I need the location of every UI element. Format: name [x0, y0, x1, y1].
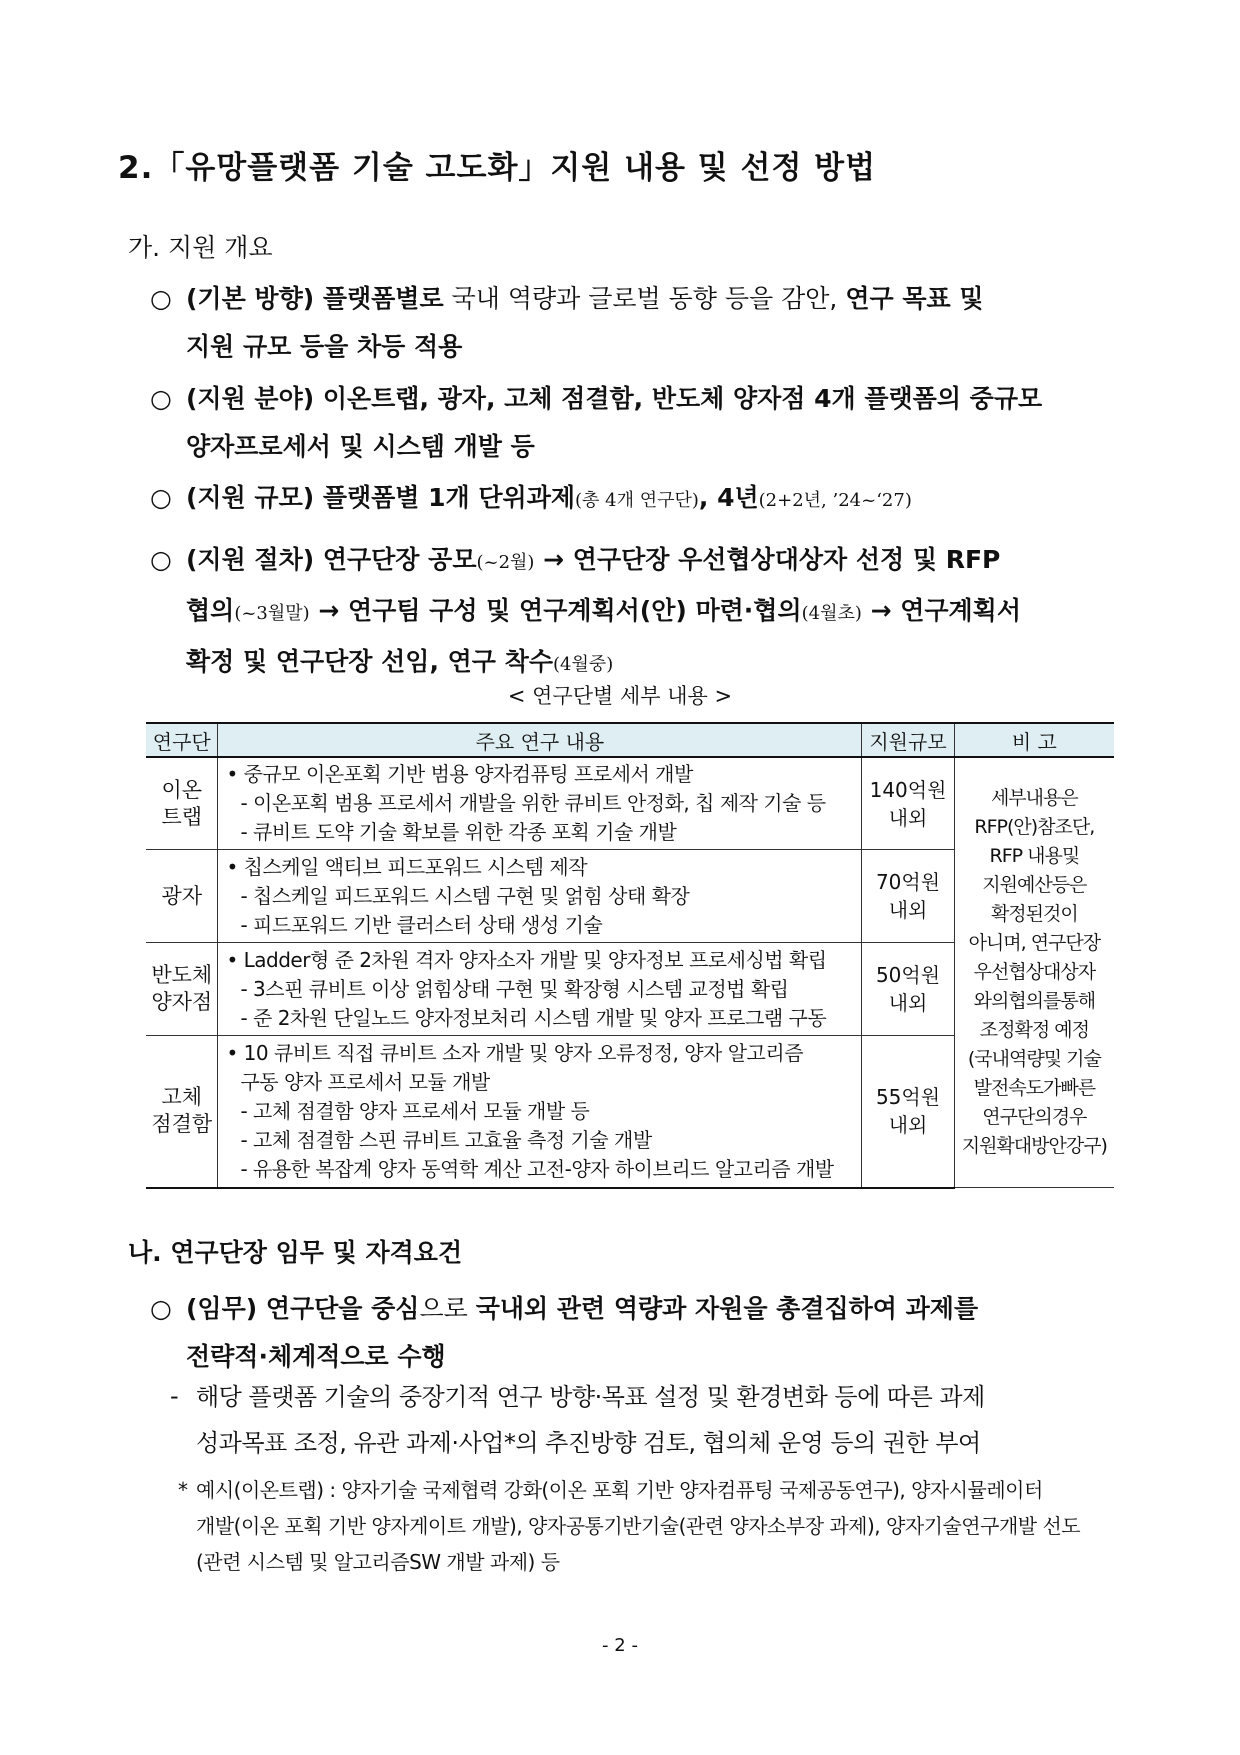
team-cell: 반도체 양자점 [146, 943, 218, 1036]
budget-cell: 140억원 내외 [862, 757, 954, 850]
list-item: - 고체 점결함 스핀 큐비트 고효율 측정 기술 개발 [240, 1127, 652, 1152]
section-title: 2.「유망플랫폼 기술 고도화」지원 내용 및 선정 방법 [118, 150, 877, 186]
list-item: - 칩스케일 피드포워드 시스템 구현 및 얽힘 상태 확장 [240, 883, 690, 908]
bullet-icon: ○ [150, 1294, 172, 1323]
table-caption: < 연구단별 세부 내용 > [507, 684, 733, 708]
content-cell [218, 850, 862, 943]
list-item: • 중규모 이온포획 기반 범용 양자컴퓨팅 프로세서 개발 [226, 762, 693, 786]
remarks-cell: 세부내용은 RFP(안)참조단, RFP 내용및 지원예산등은 확정된것이 아니며, 연구단장 우선협상대상자 와의협의를통해 조정확정 예정 (국내역량및 기술 발전속도가빠른 연구단의경우 지원확대방안강구) [954, 757, 1114, 1188]
dash-marker: - [170, 1382, 179, 1410]
bullet-icon: ○ [150, 545, 172, 574]
subsection-heading-b: 나. 연구단장 임무 및 자격요건 [128, 1238, 463, 1267]
bullet-icon: ○ [150, 284, 172, 313]
page-number: - 2 - [602, 1635, 638, 1656]
budget-cell: 50억원 내외 [862, 943, 954, 1036]
footnote-marker: * [178, 1478, 188, 1502]
list-item: - 고체 점결함 양자 프로세서 모듈 개발 등 [240, 1098, 590, 1123]
team-cell: 고체 점결함 [146, 1036, 218, 1188]
item-support-procedure: (지원 절차) 연구단장 공모(~2월) → 연구단장 우선협상대상자 선정 및 RFP 협의(~3월말) → 연구팀 구성 및 연구계획서(안) 마련·협의(4월초) → 연구계획서 확정 및 연구단장 선임, 연구 착수(4월중) [186, 545, 1021, 676]
table-header-row [146, 723, 1114, 757]
subsection-heading-a: 가. 지원 개요 [128, 233, 273, 262]
content-cell [218, 1036, 862, 1188]
column-header: 연구단 [146, 723, 218, 757]
item-basic-direction: (기본 방향) 플랫폼별로 국내 역량과 글로벌 동향 등을 감안, 연구 목표 및 지원 규모 등을 차등 적용 [186, 284, 984, 361]
list-item: • Ladder형 준 2차원 격자 양자소자 개발 및 양자정보 프로세싱법 확립 [226, 947, 827, 972]
list-item: - 준 2차원 단일노드 양자정보처리 시스템 개발 및 양자 프로그램 구동 [240, 1005, 827, 1030]
list-item: - 피드포워드 기반 클러스터 상태 생성 기술 [240, 912, 603, 937]
content-cell [218, 943, 862, 1036]
list-item: - 이온포획 범용 프로세서 개발을 위한 큐비트 안정화, 칩 제작 기술 등 [240, 791, 826, 815]
column-header: 지원규모 [862, 723, 954, 757]
list-item: • 10 큐비트 직접 큐비트 소자 개발 및 양자 오류정정, 양자 알고리즘 [226, 1040, 804, 1065]
item-authority: 해당 플랫폼 기술의 중장기적 연구 방향·목표 설정 및 환경변화 등에 따른 과제 성과목표 조정, 유관 과제·사업*의 추진방향 검토, 협의체 운영 등의 권한 부여 [196, 1383, 985, 1457]
bullet-icon: ○ [150, 483, 172, 512]
bullet-icon: ○ [150, 384, 172, 413]
list-item: • 칩스케일 액티브 피드포워드 시스템 제작 [226, 854, 588, 879]
column-header: 주요 연구 내용 [218, 723, 862, 757]
column-header: 비 고 [954, 723, 1114, 757]
budget-cell: 55억원 내외 [862, 1036, 954, 1188]
table-row [146, 757, 1114, 850]
budget-cell: 70억원 내외 [862, 850, 954, 943]
research-team-table [146, 722, 1114, 1189]
list-item: - 유용한 복잡계 양자 동역학 계산 고전-양자 하이브리드 알고리즘 개발 [240, 1156, 834, 1181]
item-duty: (임무) 연구단을 중심으로 국내외 관련 역량과 자원을 총결집하여 과제를 전략적·체계적으로 수행 [186, 1294, 979, 1371]
team-cell: 이온 트랩 [146, 757, 218, 850]
content-cell [218, 757, 862, 850]
team-cell: 광자 [146, 850, 218, 943]
list-item: 구동 양자 프로세서 모듈 개발 [240, 1069, 490, 1094]
item-support-field: (지원 분야) 이온트랩, 광자, 고체 점결함, 반도체 양자점 4개 플랫폼의 중규모 양자프로세서 및 시스템 개발 등 [186, 384, 1043, 461]
list-item: - 큐비트 도약 기술 확보를 위한 각종 포획 기술 개발 [240, 820, 677, 844]
list-item: - 3스핀 큐비트 이상 얽힘상태 구현 및 확장형 시스템 교정법 확립 [240, 976, 789, 1001]
item-support-scale: (지원 규모) 플랫폼별 1개 단위과제(총 4개 연구단), 4년(2+2년, ’24~‘27) [186, 483, 912, 512]
footnote-example: 예시(이온트랩) : 양자기술 국제협력 강화(이온 포획 기반 양자컴퓨팅 국제공동연구), 양자시뮬레이터 개발(이온 포획 기반 양자게이트 개발), 양자공통기반기술(관련 양자소부장 과제), 양자기술연구개발 선도 (관련 시스템 및 알고리즘SW 개발 과제) 등 [196, 1478, 1081, 1574]
